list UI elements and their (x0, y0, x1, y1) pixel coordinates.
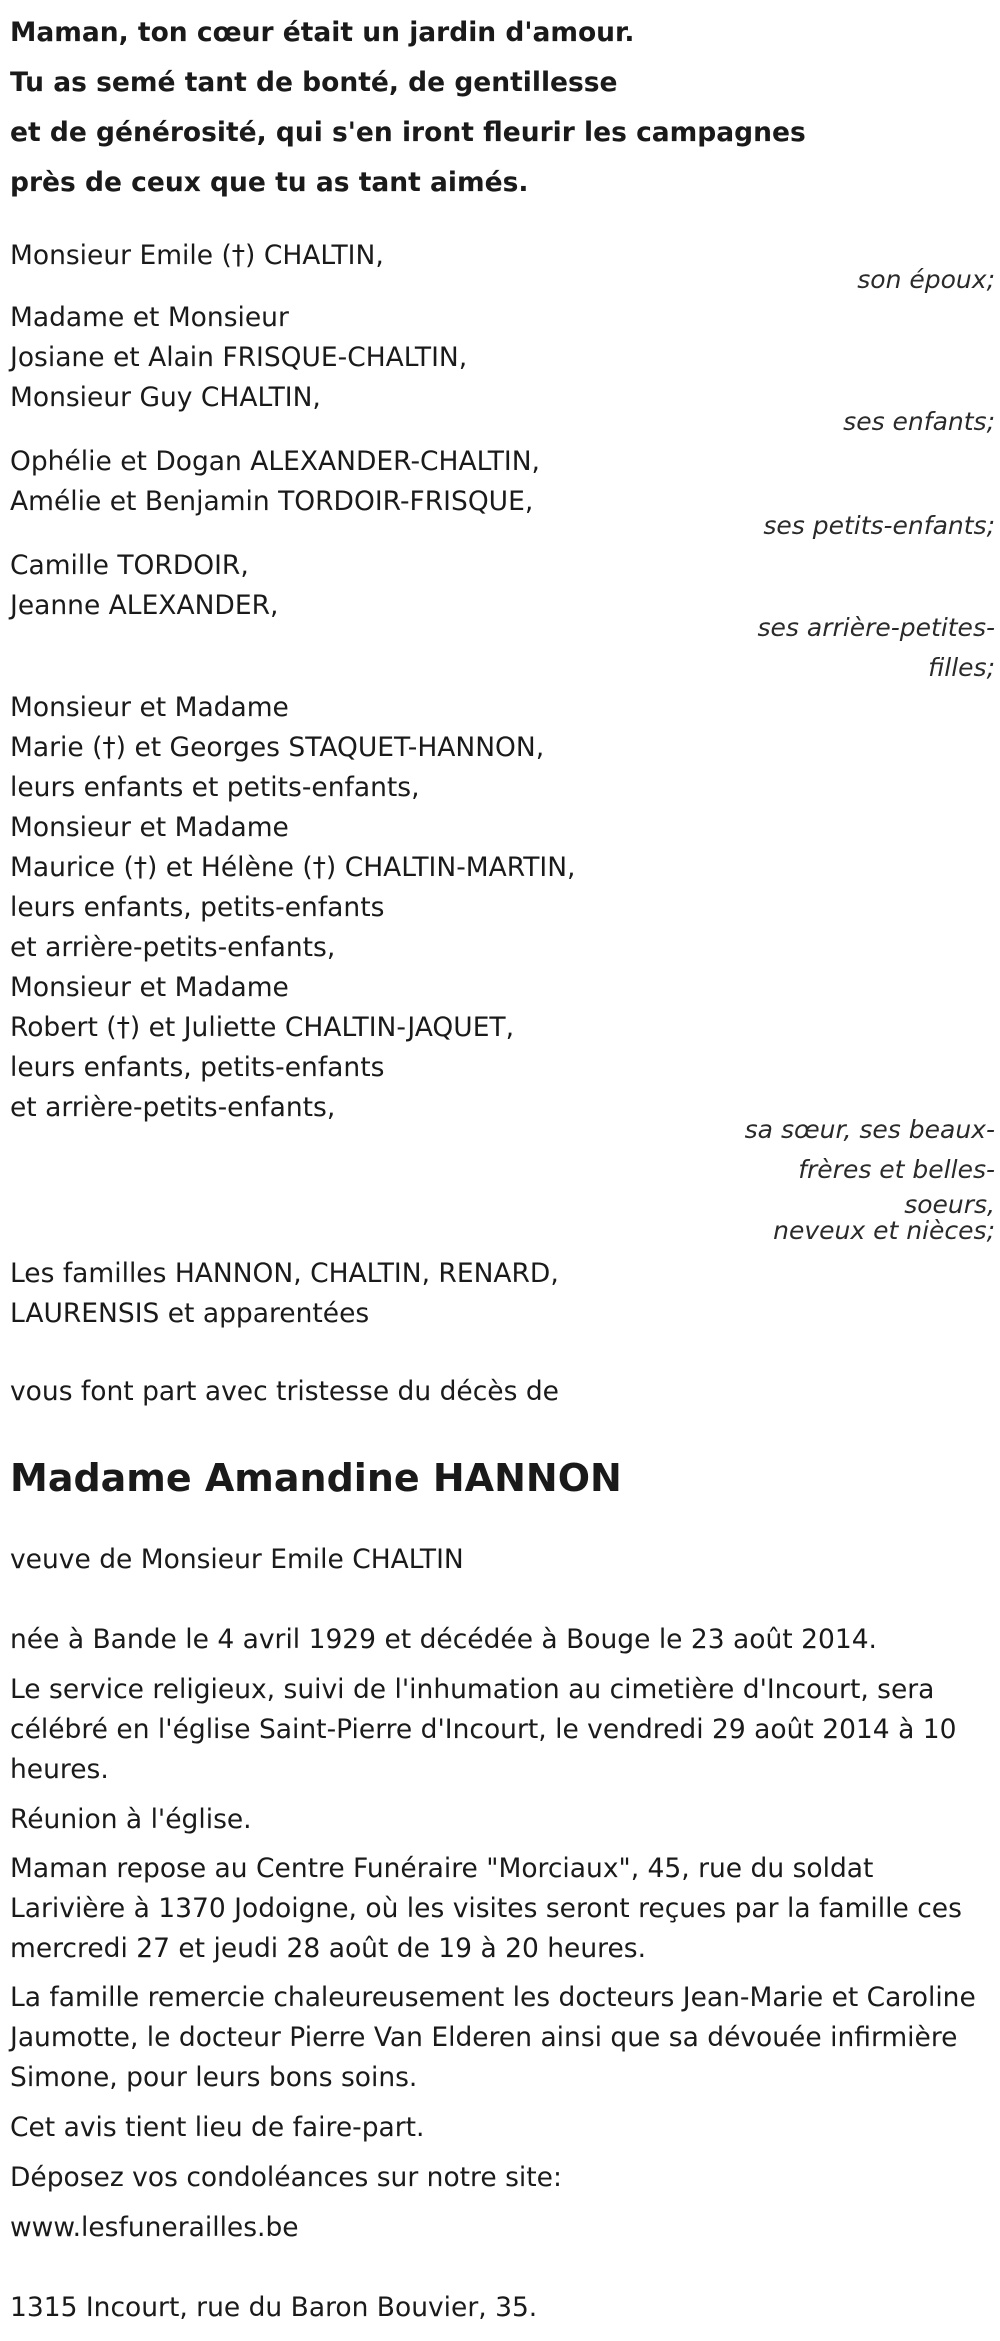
poem-line: Maman, ton cœur était un jardin d'amour. (10, 17, 635, 48)
family-name-line: leurs enfants et petits-enfants, (10, 772, 420, 803)
family-name-line: Ophélie et Dogan ALEXANDER-CHALTIN, (10, 446, 540, 477)
rest-paragraph (10, 1849, 995, 1969)
condolences-text: Déposez vos condoléances sur notre site: (10, 2162, 562, 2193)
family-name-line: Camille TORDOIR, (10, 550, 249, 581)
family-name-line: Robert (†) et Juliette CHALTIN-JAQUET, (10, 1012, 515, 1043)
announcement (10, 1372, 995, 1412)
address (10, 2288, 995, 2328)
family-name-line: Les familles HANNON, CHALTIN, RENARD, (10, 1258, 559, 1289)
relation-line: neveux et nièces; (773, 1216, 995, 1245)
great-grandchildren-names (10, 546, 278, 626)
spouse-relation (857, 260, 995, 300)
address-text: 1315 Incourt, rue du Baron Bouvier, 35. (10, 2292, 538, 2323)
children-names (10, 298, 467, 418)
families-names (10, 1254, 559, 1334)
relation-line: ses petits-enfants; (763, 511, 995, 540)
family-name-line: Monsieur et Madame (10, 812, 289, 843)
family-name-line: Josiane et Alain FRISQUE-CHALTIN, (10, 342, 468, 373)
family-name-line: leurs enfants, petits-enfants (10, 1052, 385, 1083)
relation-line: son époux; (857, 265, 995, 294)
paragraph-line: Larivière à 1370 Jodoigne, où les visites seront reçues par la famille ces (10, 1893, 962, 1924)
website-link[interactable]: www.lesfunerailles.be (10, 2212, 299, 2243)
paragraph-line: La famille remercie chaleureusement les docteurs Jean-Marie et Caroline (10, 1982, 976, 2013)
family-name-line: Amélie et Benjamin TORDOIR-FRISQUE, (10, 486, 534, 517)
poem-line: Tu as semé tant de bonté, de gentillesse (10, 67, 618, 98)
announcement-text: vous font part avec tristesse du décès de (10, 1376, 559, 1407)
paragraph-line: célébré en l'église Saint-Pierre d'Incourt, le vendredi 29 août 2014 à 10 (10, 1714, 957, 1745)
paragraph-line: heures. (10, 1754, 109, 1785)
relation-line: soeurs, (904, 1190, 995, 1219)
birth-death (10, 1620, 995, 1660)
grandchildren-names (10, 442, 540, 522)
website (10, 2208, 995, 2248)
thanks-paragraph (10, 1978, 995, 2098)
children-relation (843, 402, 995, 442)
poem-line: près de ceux que tu as tant aimés. (10, 167, 529, 198)
family-name-line: et arrière-petits-enfants, (10, 1092, 336, 1123)
poem-block (10, 8, 806, 208)
condolences (10, 2158, 995, 2198)
service-paragraph (10, 1670, 995, 1790)
family-name-line: Jeanne ALEXANDER, (10, 590, 279, 621)
relation-line: filles; (928, 653, 995, 682)
family-name-line: LAURENSIS et apparentées (10, 1298, 370, 1329)
obituary-notice (10, 0, 995, 2341)
family-name-line: Marie (†) et Georges STAQUET-HANNON, (10, 732, 545, 763)
family-name-line: Madame et Monsieur (10, 302, 289, 333)
siblings-relation (744, 1110, 995, 1245)
relation-line: ses enfants; (843, 407, 995, 436)
birth-death-text: née à Bande le 4 avril 1929 et décédée à Bouge le 23 août 2014. (10, 1624, 877, 1655)
widow-of-text: veuve de Monsieur Emile CHALTIN (10, 1544, 464, 1575)
widow-of (10, 1540, 995, 1580)
paragraph-line: Le service religieux, suivi de l'inhumation au cimetière d'Incourt, sera (10, 1674, 935, 1705)
family-name-line: Maurice (†) et Hélène (†) CHALTIN-MARTIN, (10, 852, 576, 883)
family-name-line: Monsieur Guy CHALTIN, (10, 382, 321, 413)
great-grandchildren-relation (758, 608, 996, 688)
paragraph-line: mercredi 27 et jeudi 28 août de 19 à 20 heures. (10, 1933, 646, 1964)
poem-line: et de générosité, qui s'en iront fleurir les campagnes (10, 117, 806, 148)
reunion-text: Réunion à l'église. (10, 1804, 252, 1835)
reunion (10, 1800, 995, 1840)
relation-line: frères et belles- (798, 1155, 995, 1184)
grandchildren-relation (763, 506, 995, 546)
notice (10, 2108, 995, 2148)
relation-line: sa sœur, ses beaux- (744, 1115, 995, 1144)
family-name-line: Monsieur et Madame (10, 692, 289, 723)
family-name-line: Monsieur Emile (†) CHALTIN, (10, 240, 384, 271)
paragraph-line: Simone, pour leurs bons soins. (10, 2062, 418, 2093)
family-name-line: Monsieur et Madame (10, 972, 289, 1003)
family-name-line: et arrière-petits-enfants, (10, 932, 336, 963)
paragraph-line: Maman repose au Centre Funéraire "Morciaux", 45, rue du soldat (10, 1853, 874, 1884)
deceased-name: Madame Amandine HANNON (10, 1456, 622, 1500)
relation-line: ses arrière-petites- (757, 613, 995, 642)
siblings-names (10, 688, 575, 1128)
notice-text: Cet avis tient lieu de faire-part. (10, 2112, 425, 2143)
paragraph-line: Jaumotte, le docteur Pierre Van Elderen ainsi que sa dévouée infirmière (10, 2022, 958, 2053)
family-name-line: leurs enfants, petits-enfants (10, 892, 385, 923)
spouse-names (10, 236, 384, 276)
